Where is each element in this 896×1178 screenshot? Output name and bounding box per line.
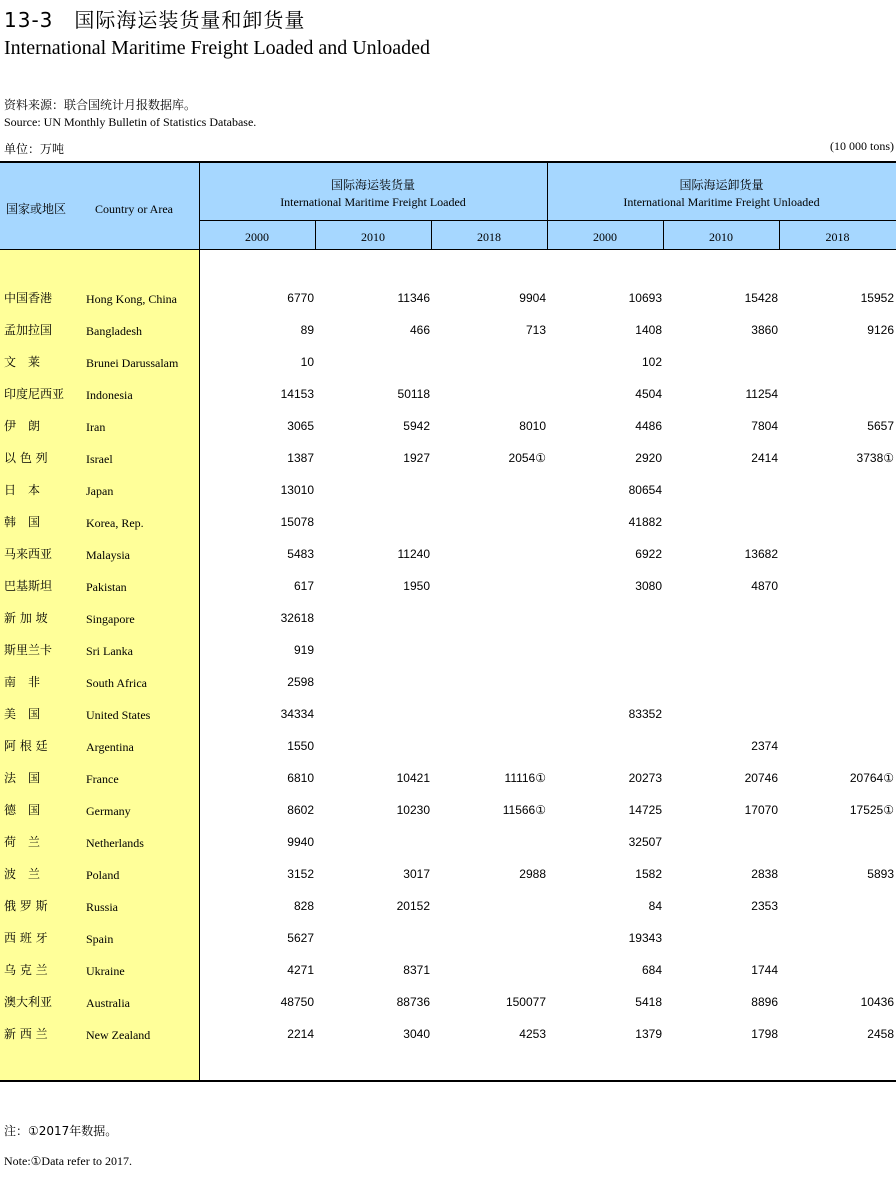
country-name-cn: 波 兰 [4,867,41,881]
value-cell: 2838 [751,867,778,881]
value-cell: 5893 [867,867,894,881]
table-row [0,418,896,450]
unit-en: (10 000 tons) [830,139,894,153]
value-cell: 8602 [287,803,314,817]
country-name-cn: 美 国 [4,707,41,721]
source-en: Source: UN Monthly Bulletin of Statistics Database. [4,115,257,129]
country-name-en: Netherlands [86,836,144,850]
table-row [0,322,896,354]
value-cell: 88736 [396,995,430,1009]
source-cn: 资料来源：联合国统计月报数据库。 [4,98,197,112]
value-cell: 48750 [280,995,314,1009]
value-cell: 9904 [519,291,546,305]
country-name-cn: 孟加拉国 [4,323,53,337]
header-year: 2018 [477,230,501,244]
value-cell: 1582 [635,867,662,881]
table-row [0,706,896,738]
country-name-en: Ukraine [86,964,125,978]
value-cell: 8371 [403,963,430,977]
value-cell: 102 [641,355,662,369]
country-name-en: Korea, Rep. [86,516,144,530]
country-name-cn: 南 非 [4,675,41,689]
country-name-en: Sri Lanka [86,644,133,658]
value-cell: 4504 [635,387,662,401]
value-cell: 2988 [519,867,546,881]
value-cell: 2054① [508,451,546,465]
table-row [0,290,896,322]
header-year: 2000 [245,230,269,244]
value-cell: 20273 [628,771,662,785]
value-cell: 83352 [628,707,662,721]
value-cell: 2458 [867,1027,894,1041]
table-row [0,450,896,482]
value-cell: 10436 [860,995,894,1009]
value-cell: 1387 [287,451,314,465]
table-row [0,962,896,994]
value-cell: 10 [300,355,314,369]
value-cell: 4870 [751,579,778,593]
header-loaded-en: International Maritime Freight Loaded [280,195,466,209]
country-name-en: Russia [86,900,119,914]
value-cell: 1798 [751,1027,778,1041]
value-cell: 20152 [396,899,430,913]
country-name-en: South Africa [86,676,147,690]
value-cell: 2920 [635,451,662,465]
value-cell: 5627 [287,931,314,945]
value-cell: 2414 [751,451,778,465]
table-row [0,674,896,706]
table-row [0,578,896,610]
table-row [0,834,896,866]
value-cell: 8896 [751,995,778,1009]
table-row [0,770,896,802]
value-cell: 11346 [397,291,430,305]
header-country-cn: 国家或地区 [6,202,67,216]
value-cell: 19343 [628,931,662,945]
value-cell: 11116① [504,771,546,785]
country-name-en: Hong Kong, China [86,292,177,306]
value-cell: 6810 [287,771,314,785]
country-name-en: Bangladesh [86,324,142,338]
value-cell: 34334 [280,707,314,721]
value-cell: 41882 [628,515,662,529]
value-cell: 1379 [635,1027,662,1041]
country-name-cn: 荷 兰 [4,835,41,849]
country-name-cn: 斯里兰卡 [4,643,53,657]
value-cell: 13010 [280,483,314,497]
country-name-en: Germany [86,804,131,818]
value-cell: 3017 [403,867,430,881]
value-cell: 15078 [280,515,314,529]
value-cell: 7804 [751,419,778,433]
country-name-en: Iran [86,420,106,434]
value-cell: 11566① [502,803,546,817]
table-row [0,546,896,578]
value-cell: 1550 [287,739,314,753]
table-row [0,994,896,1026]
header-year: 2018 [825,230,850,244]
value-cell: 1950 [403,579,430,593]
country-name-en: New Zealand [86,1028,151,1042]
country-name-en: Japan [86,484,114,498]
table-row [0,738,896,770]
value-cell: 10693 [628,291,662,305]
country-name-cn: 德 国 [4,803,41,817]
table-row [0,802,896,834]
value-cell: 8010 [519,419,546,433]
header-country-en: Country or Area [95,202,173,216]
note-en: Note:①Data refer to 2017. [4,1154,133,1168]
country-name-cn: 澳大利亚 [4,995,53,1009]
value-cell: 466 [409,323,430,337]
value-cell: 919 [293,643,314,657]
value-cell: 9940 [287,835,314,849]
value-cell: 2214 [287,1027,314,1041]
value-cell: 4253 [519,1027,546,1041]
value-cell: 17070 [744,803,778,817]
value-cell: 80654 [628,483,662,497]
header-unloaded-cn: 国际海运卸货量 [679,178,764,192]
table-row [0,482,896,514]
country-name-en: Argentina [86,740,134,754]
country-name-en: Pakistan [86,580,127,594]
value-cell: 15428 [744,291,778,305]
value-cell: 17525① [849,803,894,817]
value-cell: 89 [300,323,314,337]
header-year: 2010 [361,230,385,244]
header-year: 2000 [593,230,617,244]
value-cell: 1744 [751,963,778,977]
country-name-cn: 韩 国 [4,515,41,529]
country-name-en: France [86,772,119,786]
value-cell: 32507 [628,835,662,849]
table-row [0,386,896,418]
country-name-en: Singapore [86,612,135,626]
value-cell: 3065 [287,419,314,433]
table-row [0,866,896,898]
table-row [0,1026,896,1058]
country-name-en: Poland [86,868,120,882]
country-name-cn: 伊 朗 [4,419,41,433]
country-name-cn: 乌 克 兰 [4,963,48,977]
country-name-cn: 巴基斯坦 [4,579,53,593]
page-title-cn: 13-3 国际海运装货量和卸货量 [4,8,306,32]
value-cell: 9126 [867,323,894,337]
value-cell: 2353 [751,899,778,913]
country-name-cn: 西 班 牙 [4,931,48,945]
note-cn: 注：①2017年数据。 [4,1124,118,1138]
country-name-cn: 新 西 兰 [4,1027,48,1041]
table-bottom-rule [0,1080,896,1082]
value-cell: 14725 [628,803,662,817]
page-title-en: International Maritime Freight Loaded and Unloaded [4,37,430,59]
value-cell: 20746 [744,771,778,785]
value-cell: 3152 [287,867,314,881]
country-name-en: Spain [86,932,114,946]
value-cell: 3738① [856,451,894,465]
value-cell: 1927 [403,451,430,465]
header-unloaded-en: International Maritime Freight Unloaded [623,195,820,209]
value-cell: 617 [293,579,314,593]
value-cell: 4486 [635,419,662,433]
value-cell: 6770 [287,291,314,305]
table-header [0,161,896,250]
value-cell: 15952 [860,291,894,305]
value-cell: 32618 [280,611,314,625]
value-cell: 13682 [744,547,778,561]
country-name-en: Brunei Darussalam [86,356,179,370]
country-name-en: United States [86,708,151,722]
value-cell: 20764① [849,771,894,785]
country-name-cn: 法 国 [4,771,41,785]
value-cell: 14153 [280,387,314,401]
table-row [0,930,896,962]
country-name-cn: 以 色 列 [4,451,48,465]
table-row [0,642,896,674]
value-cell: 150077 [505,995,546,1009]
table-row [0,898,896,930]
value-cell: 5657 [867,419,894,433]
value-cell: 4271 [287,963,314,977]
value-cell: 3040 [403,1027,430,1041]
country-name-en: Israel [86,452,113,466]
value-cell: 3080 [635,579,662,593]
value-cell: 10421 [396,771,430,785]
value-cell: 3860 [751,323,778,337]
table-row [0,610,896,642]
country-name-cn: 日 本 [4,483,41,497]
country-name-cn: 俄 罗 斯 [4,899,48,913]
value-cell: 684 [641,963,662,977]
value-cell: 11254 [745,387,778,401]
country-name-en: Australia [86,996,130,1010]
value-cell: 5418 [635,995,662,1009]
header-loaded-cn: 国际海运装货量 [330,178,415,192]
country-name-cn: 印度尼西亚 [4,387,65,401]
value-cell: 1408 [635,323,662,337]
value-cell: 713 [525,323,546,337]
value-cell: 2374 [751,739,778,753]
header-year: 2010 [709,230,733,244]
value-cell: 10230 [396,803,430,817]
unit-cn: 单位：万吨 [4,142,65,156]
table-row [0,354,896,386]
country-name-cn: 文 莱 [4,355,41,369]
table-row [0,514,896,546]
country-name-cn: 阿 根 廷 [4,739,48,753]
value-cell: 11240 [397,547,430,561]
value-cell: 50118 [397,387,430,401]
value-cell: 5942 [403,419,430,433]
value-cell: 828 [293,899,314,913]
value-cell: 6922 [635,547,662,561]
value-cell: 84 [648,899,662,913]
value-cell: 5483 [287,547,314,561]
country-name-cn: 马来西亚 [4,547,53,561]
country-name-cn: 新 加 坡 [4,611,48,625]
value-cell: 2598 [287,675,314,689]
country-name-cn: 中国香港 [4,291,53,305]
country-name-en: Malaysia [86,548,130,562]
country-name-en: Indonesia [86,388,133,402]
